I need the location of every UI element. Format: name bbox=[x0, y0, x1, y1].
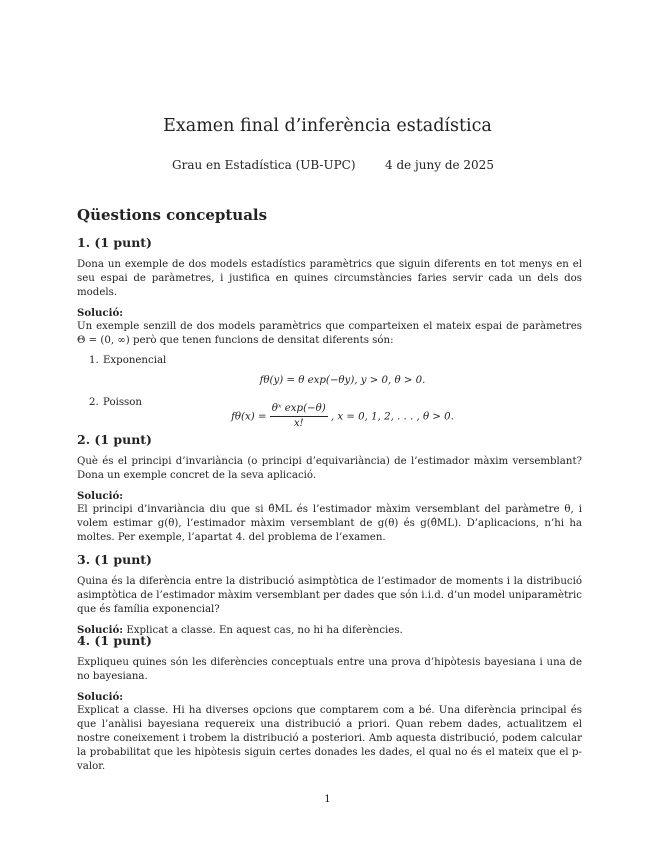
poisson-fraction bbox=[270, 402, 328, 431]
page-number: 1 bbox=[324, 793, 331, 805]
question-prompt: Què és el principi d’invariància (o principi d’equivariància) de l’estimador màxim versemblant? Dona un exemple concret de la seva aplicació. bbox=[77, 456, 582, 481]
poisson-denominator: x! bbox=[293, 418, 304, 429]
solution-label: Solució: bbox=[77, 624, 124, 636]
question-1 bbox=[77, 236, 582, 439]
question-prompt: Dona un exemple de dos models estadístics paramètrics que siguin diferents en tot menys en el seu espai de paràmetres, i justifica en quines circumstàncies faries servir cada un dels dos models. bbox=[77, 259, 582, 298]
list-item-number: 2. bbox=[89, 397, 99, 408]
poisson-formula-rhs: , x = 0, 1, 2, . . . , θ > 0. bbox=[330, 411, 454, 423]
question-prompt: Quina és la diferència entre la distribució asimptòtica de l’estimador de moments i la distribució asimptòtica de l’estimador màxim versemblant per dades que són i.i.d. d’un model uniparamètric que és família exponencial? bbox=[77, 576, 582, 615]
exam-title: Examen final d’inferència estadística bbox=[163, 116, 492, 136]
solution-label: Solució: bbox=[77, 490, 124, 502]
program-name: Grau en Estadística (UB-UPC) bbox=[172, 158, 356, 172]
solution-label: Solució: bbox=[77, 307, 124, 319]
list-item-label: Poisson bbox=[103, 397, 142, 408]
solution-label: Solució: bbox=[77, 691, 124, 703]
question-4 bbox=[77, 634, 582, 780]
section-title: Qüestions conceptuals bbox=[77, 206, 268, 224]
list-item bbox=[77, 396, 582, 431]
list-item-number: 1. bbox=[89, 355, 99, 366]
question-title: 4. (1 punt) bbox=[77, 633, 152, 648]
solution-text: Explicat a classe. En aquest cas, no hi ha diferències. bbox=[126, 625, 403, 636]
question-title: 1. (1 punt) bbox=[77, 235, 152, 250]
solution-text: Explicat a classe. Hi ha diverses opcions que comptarem com a bé. Una diferència principal és que l’anàlisi bayesiana requereix una distribució a priori. Quan rebem dades, actualitzem el nostre coneixement i trobem la distribució a posteriori. Amb aquesta distribució, podem calcular la probabilitat que les hipòtesis siguin certes donades les dades, el qual no és el mateix que el p-valor. bbox=[77, 705, 582, 772]
list-item bbox=[77, 354, 582, 388]
model-list bbox=[77, 354, 582, 431]
question-title: 3. (1 punt) bbox=[77, 552, 152, 567]
question-2 bbox=[77, 433, 582, 551]
question-title: 2. (1 punt) bbox=[77, 432, 152, 447]
solution-text: El principi d’invariància diu que si θ̂ML és l’estimador màxim versemblant del paràmetre θ, i volem estimar g(θ), l’estimador màxim versemblant de g(θ) és g(θ̂ML). D’aplicacions, n’hi ha moltes. Per exemple, l’apartat 4. del problema de l’examen. bbox=[77, 504, 582, 543]
question-3 bbox=[77, 553, 582, 644]
exponential-formula: fθ(y) = θ exp(−θy), y > 0, θ > 0. bbox=[259, 375, 426, 386]
list-item-label: Exponencial bbox=[103, 355, 167, 366]
poisson-formula-lhs: fθ(x) = bbox=[231, 411, 267, 423]
poisson-formula bbox=[103, 402, 582, 431]
question-prompt: Expliqueu quines són les diferències conceptuals entre una prova d’hipòtesis bayesiana i una de no bayesiana. bbox=[77, 657, 582, 682]
poisson-numerator: θˣ exp(−θ) bbox=[270, 402, 328, 417]
exam-date: 4 de juny de 2025 bbox=[385, 158, 494, 172]
solution-text: Un exemple senzill de dos models paramètrics que comparteixen el mateix espai de paràmetres Θ = (0, ∞) però que tenen funcions de densitat diferents són: bbox=[77, 321, 582, 346]
